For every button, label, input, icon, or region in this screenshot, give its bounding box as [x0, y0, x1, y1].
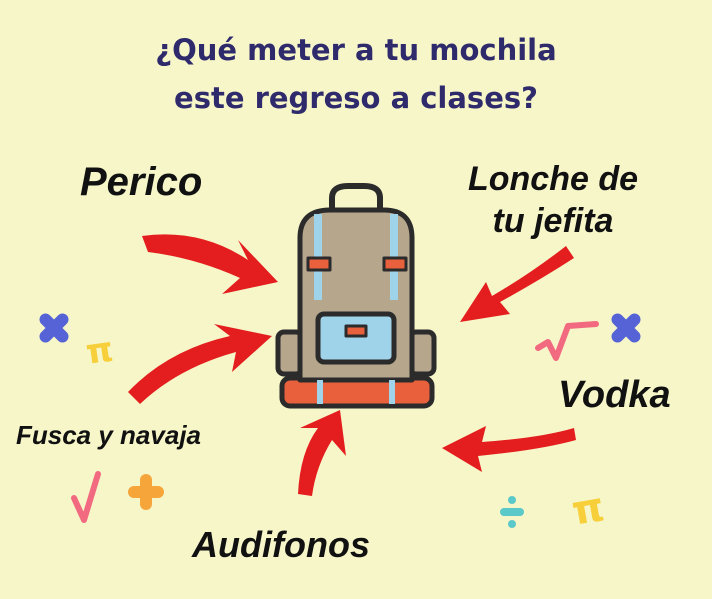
label-lonche-line-1: Lonche de — [467, 160, 639, 198]
label-audifonos: Audifonos — [192, 524, 370, 565]
label-perico: Perico — [80, 160, 203, 204]
label-lonche-line-2: tu jefita — [492, 202, 614, 240]
label-vodka: Vodka — [558, 374, 671, 416]
root-icon — [538, 324, 596, 358]
arrow-lonche — [460, 246, 574, 322]
backpack-handle — [332, 186, 380, 210]
title-line-1: ¿Qué meter a tu mochila — [155, 33, 557, 67]
divide-icon — [500, 496, 524, 528]
arrow-perico — [142, 234, 278, 294]
page-title — [0, 26, 712, 122]
x-icon — [29, 303, 80, 354]
buckle-left — [308, 258, 330, 270]
arrow-fusca — [128, 324, 272, 404]
plus-icon — [128, 474, 164, 510]
pi-icon: π — [83, 329, 116, 373]
x-icon — [601, 303, 652, 354]
backpack — [278, 186, 434, 406]
arrow-audifonos — [298, 410, 346, 496]
label-fusca: Fusca y navaja — [16, 420, 201, 450]
backpack-pocket — [318, 314, 394, 362]
pocket-clasp — [346, 326, 366, 336]
pi-icon: π — [568, 483, 608, 535]
title-line-2: este regreso a clases? — [174, 81, 538, 115]
root-icon — [74, 474, 98, 520]
arrow-vodka — [442, 426, 576, 472]
buckle-right — [384, 258, 406, 270]
label-lonche — [458, 158, 648, 242]
